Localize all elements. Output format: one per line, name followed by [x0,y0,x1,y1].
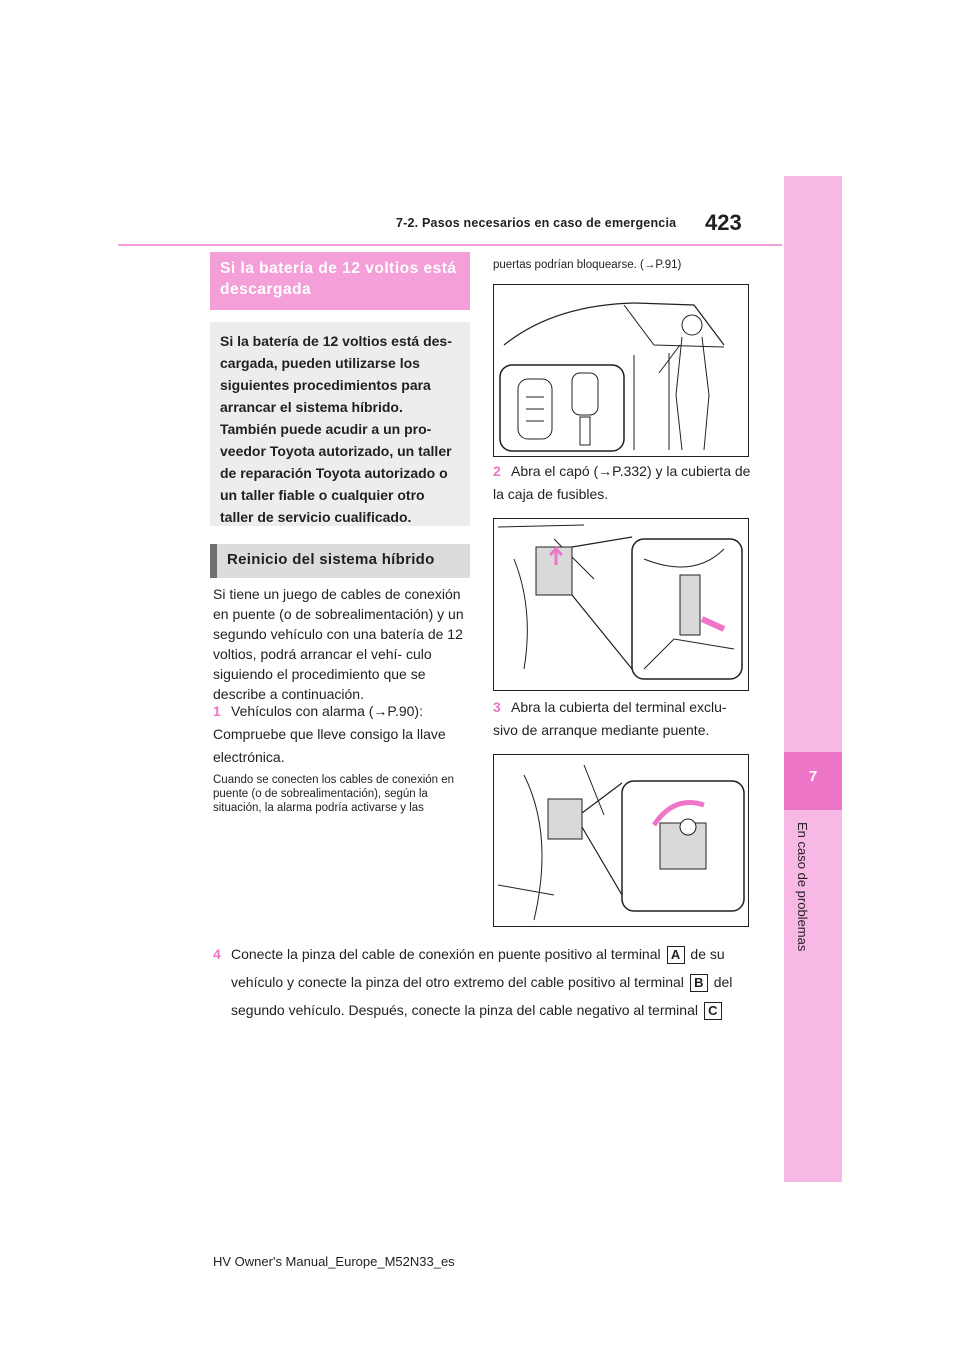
intro-paragraph: Si tiene un juego de cables de conexión en puente (o de sobrealimentación) y un segundo vehículo con una batería de 12 voltios, podrá arrancar el vehí- culo siguiendo el procedimiento que se describe a continuación. [213,586,464,702]
figure-jump-terminal [493,754,749,927]
key-car-illustration [494,285,748,456]
step-2-number: 2 [493,463,501,479]
step-1-number: 1 [213,703,221,719]
chapter-label: En caso de problemas [795,822,810,952]
fuse-box-illustration [494,519,748,690]
terminal-a-label: A [667,946,685,964]
step-3-number: 3 [493,699,501,715]
intro-box: Si la batería de 12 voltios está des- cargada, pueden utilizarse los siguientes procedimientos para arrancar el sistema híbrido. También puede acudir a un pro- veedor Toyota autorizado, un taller de reparación Toyota autorizado o un taller fiable o cualquier otro taller de servicio cualificado. [210,322,470,526]
jump-terminal-illustration [494,755,748,926]
footer-manual-id: HV Owner's Manual_Europe_M52N33_es [213,1254,455,1269]
step-4 [213,940,773,1024]
step-2 [493,460,753,506]
step-3 [493,696,753,742]
step-4-number: 4 [213,946,221,962]
alarm-note-continued: puertas podrían bloquearse. (→P.91) [493,259,682,271]
section-title: 7-2. Pasos necesarios en caso de emergencia [396,216,677,230]
heading-battery-discharged: Si la batería de 12 voltios está descargada [210,252,470,310]
page-number: 423 [705,210,742,235]
step-1-text: Vehículos con alarma (→P.90): Compruebe que lleve consigo la llave electrónica. [213,703,446,765]
step-3-text: Abra la cubierta del terminal exclu- sivo de arranque mediante puente. [493,699,727,738]
chapter-tab [784,176,842,1182]
chapter-number: 7 [808,768,818,785]
figure-electronic-key [493,284,749,457]
alarm-note: Cuando se conecten los cables de conexión en puente (o de sobrealimentación), según la situación, la alarma podría activarse y las [213,774,455,814]
figure-fuse-box [493,518,749,691]
heading-restart-hybrid: Reinicio del sistema híbrido [210,544,470,578]
step-1 [213,700,471,769]
step-4-line-2: vehículo y conecte la pinza del otro extremo del cable positivo al terminal B del [231,974,733,991]
step-2-text: Abra el capó (→P.332) y la cubierta de la caja de fusibles. [493,463,751,502]
terminal-b-label: B [690,974,708,992]
step-4-line-1: 4 Conecte la pinza del cable de conexión en puente positivo al terminal A de su [213,940,773,968]
step-4-line-3: segundo vehículo. Después, conecte la pinza del cable negativo al terminal C [213,996,773,1024]
header-rule [118,244,782,246]
terminal-c-label: C [704,1002,722,1020]
